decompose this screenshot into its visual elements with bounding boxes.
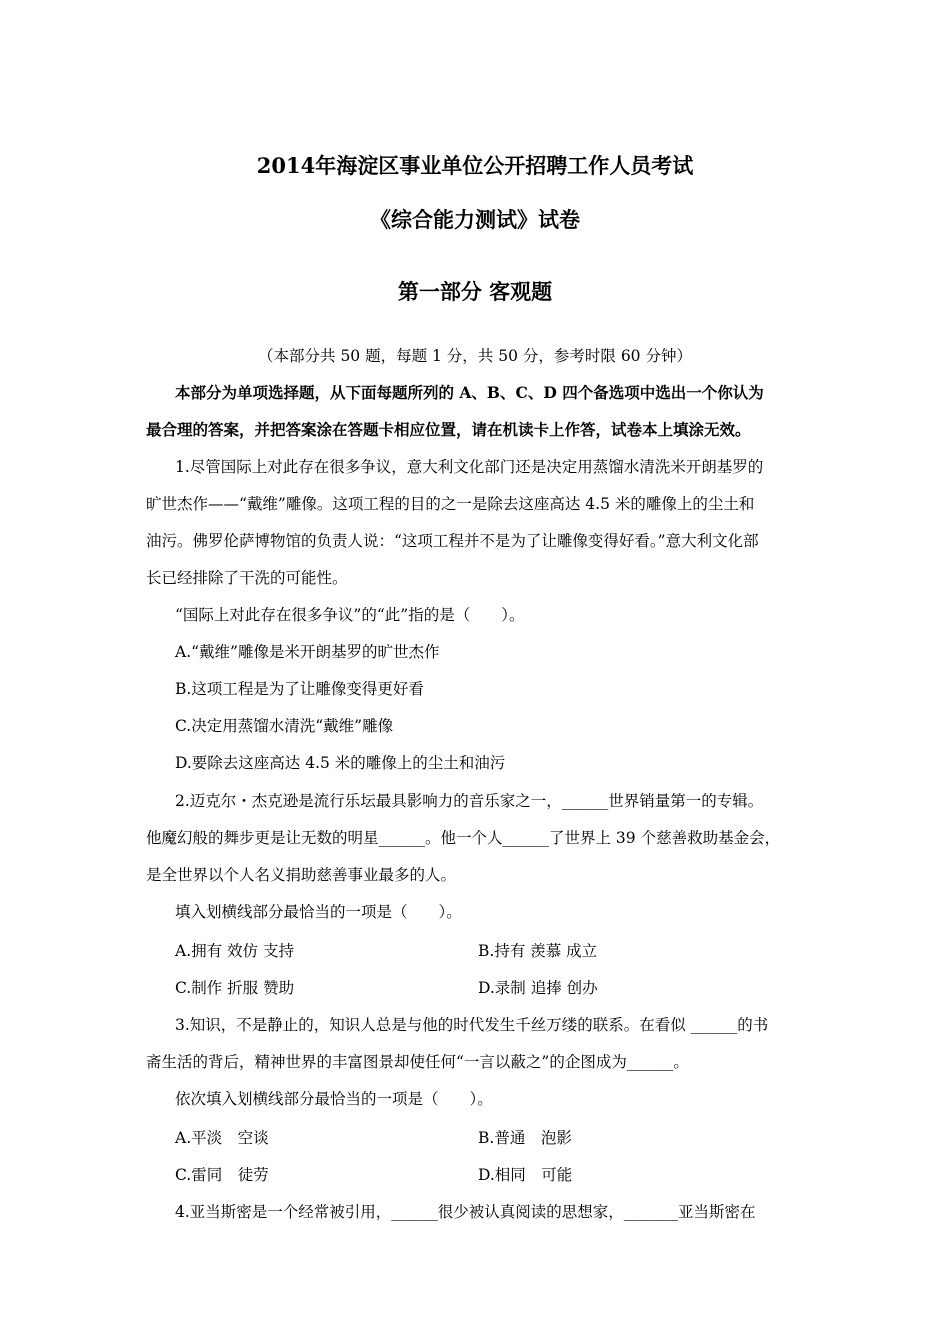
q2-stem-line: 是全世界以个人名义捐助慈善事业最多的人。 (146, 866, 457, 884)
q3-stem-line: 3.知识，不是静止的，知识人总是与他的时代发生千丝万缕的联系。在看似 ______的书 (175, 1016, 769, 1034)
q3-option-a: A.平淡 空谈 (175, 1129, 269, 1147)
q4-stem-line: 4.亚当斯密是一个经常被引用，______很少被认真阅读的思想家，_______亚当斯密在 (175, 1203, 756, 1221)
q2-option-b: B.持有 羡慕 成立 (478, 942, 598, 960)
exam-subtitle: 《综合能力测试》试卷 (370, 207, 580, 232)
q1-stem-line: 长已经排除了干洗的可能性。 (146, 569, 348, 587)
q3-option-d: D.相同 可能 (478, 1166, 573, 1184)
q2-option-c: C.制作 折服 赞助 (175, 979, 295, 997)
instruction-line-2: 最合理的答案，并把答案涂在答题卡相应位置，请在机读卡上作答，试卷本上填涂无效。 (146, 420, 751, 439)
q2-stem-line: 2.迈克尔・杰克逊是流行乐坛最具影响力的音乐家之一，______世界销量第一的专辑。 (175, 792, 764, 810)
q3-option-b: B.普通 泡影 (478, 1129, 572, 1147)
q2-option-d: D.录制 追捧 创办 (478, 979, 598, 997)
section-title: 第一部分 客观题 (397, 279, 553, 304)
q1-option-d: D.要除去这座高达 4.5 米的雕像上的尘土和油污 (175, 754, 506, 772)
q2-option-a: A.拥有 效仿 支持 (175, 942, 294, 960)
instruction-line-1: 本部分为单项选择题，从下面每题所列的 A、B、C、D 四个备选项中选出一个你认为 (175, 383, 764, 402)
q1-stem-line: 旷世杰作——“戴维”雕像。这项工程的目的之一是除去这座高达 4.5 米的雕像上的尘土和 (146, 495, 755, 513)
q2-stem-line: 他魔幻般的舞步更是让无数的明星______。他一个人______了世界上 39 个慈善救助基金会， (146, 829, 781, 847)
exam-title: 2014年海淀区事业单位公开招聘工作人员考试 (256, 153, 694, 178)
q3-prompt: 依次填入划横线部分最恰当的一项是（ ）。 (175, 1090, 493, 1108)
q1-option-c: C.决定用蒸馏水清洗“戴维”雕像 (175, 717, 394, 735)
q1-option-b: B.这项工程是为了让雕像变得更好看 (175, 680, 424, 698)
q1-stem-line: 1.尽管国际上对此存在很多争议，意大利文化部门还是决定用蒸馏水清洗米开朗基罗的 (175, 458, 764, 476)
q1-prompt: “国际上对此存在很多争议”的“此”指的是（ ）。 (175, 606, 525, 624)
q1-stem-line: 油污。佛罗伦萨博物馆的负责人说：“这项工程并不是为了让雕像变得好看。”意大利文化部 (146, 532, 759, 550)
section-note: （本部分共 50 题，每题 1 分，共 50 分，参考时限 60 分钟） (258, 347, 692, 365)
q1-option-a: A.“戴维”雕像是米开朗基罗的旷世杰作 (175, 643, 440, 661)
q3-option-c: C.雷同 徒劳 (175, 1166, 269, 1184)
q3-stem-line: 斋生活的背后，精神世界的丰富图景却使任何“一言以蔽之”的企图成为______。 (146, 1053, 689, 1071)
q2-prompt: 填入划横线部分最恰当的一项是（ ）。 (175, 903, 462, 921)
